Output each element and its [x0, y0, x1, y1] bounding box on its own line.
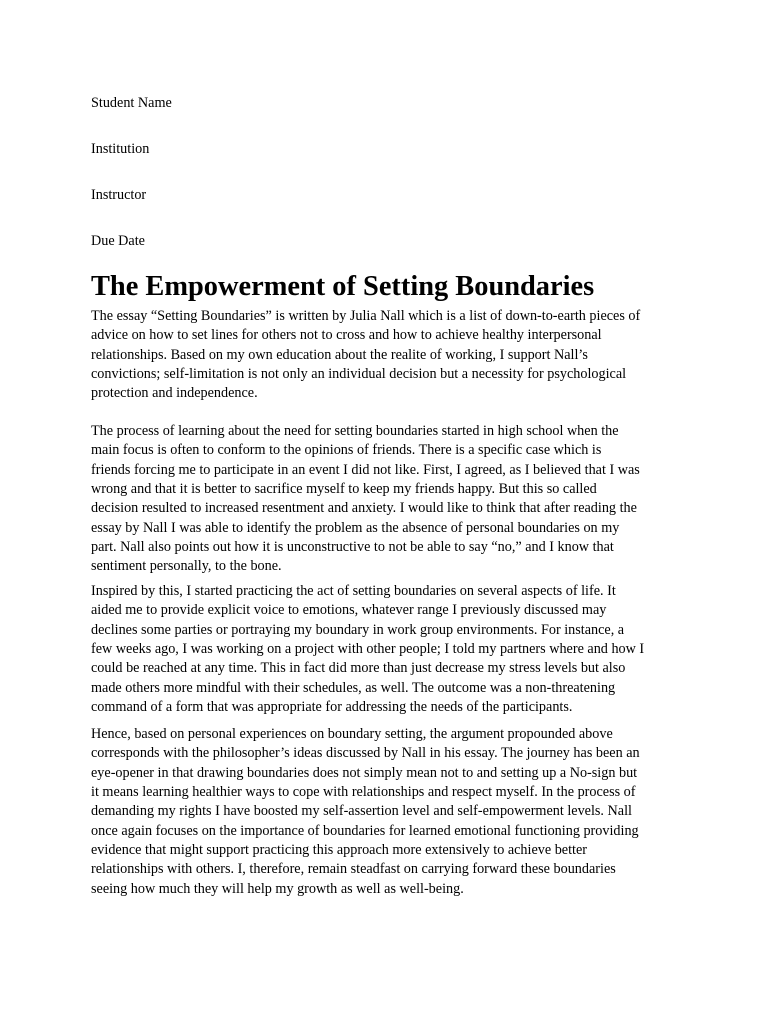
student-name-line: Student Name [91, 95, 172, 111]
paragraph-line: essay by Nall I was able to identify the problem as the absence of personal boundaries on my [91, 519, 620, 536]
paragraph-line: relationships with others. I, therefore, remain steadfast on carrying forward these boundaries [91, 861, 616, 878]
paragraph-line: once again focuses on the importance of boundaries for learned emotional functioning providing [91, 822, 639, 839]
paragraph-line: relationships. Based on my own education about the realite of working, I support Nall’s [91, 346, 588, 363]
paragraph-2 [91, 422, 691, 577]
paragraph-line: wrong and that it is better to sacrifice myself to keep my friends happy. But this so called [91, 481, 597, 498]
due-date-line: Due Date [91, 233, 145, 249]
paragraph-line: Inspired by this, I started practicing the act of setting boundaries on several aspects of life. It [91, 583, 616, 599]
paragraph-line: aided me to provide explicit voice to emotions, whatever range I previously discussed may [91, 602, 607, 619]
paragraph-line: made others more mindful with their schedules, as well. The outcome was a non-threatening [91, 679, 616, 696]
paragraph-line: decision resulted to increased resentment and anxiety. I would like to think that after reading the [91, 500, 637, 517]
paragraph-line: seeing how much they will help my growth as well as well-being. [91, 880, 464, 897]
paragraph-line: The process of learning about the need for setting boundaries started in high school when the [91, 423, 619, 439]
instructor-line: Instructor [91, 187, 147, 203]
paragraph-line: main focus is often to conform to the opinions of friends. There is a specific case which is [91, 442, 602, 459]
paragraph-line: sentiment personally, to the bone. [91, 558, 282, 575]
paragraph-line: command of a form that was appropriate for addressing the needs of the participants. [91, 699, 573, 716]
paragraph-line: few weeks ago, I was working on a project with other people; I told my partners where and how I [91, 641, 645, 658]
paragraph-line: Hence, based on personal experiences on boundary setting, the argument propounded above [91, 726, 613, 742]
paragraph-line: demanding my rights I have boosted my self-assertion level and self-empowerment levels. Nall [91, 803, 632, 820]
paragraph-line: evidence that might support practicing this approach more extensively to achieve better [91, 842, 587, 859]
paragraph-line: protection and independence. [91, 385, 258, 402]
paragraph-line: eye-opener in that drawing boundaries does not simply mean not to and setting up a No-sign but [91, 764, 638, 781]
paragraph-3 [91, 582, 691, 717]
paragraph-line: corresponds with the philosopher’s ideas discussed by Nall in his essay. The journey has been an [91, 745, 640, 762]
paragraph-line: declines some parties or portraying my boundary in work group environments. For instance, a [91, 621, 625, 638]
institution-line: Institution [91, 141, 150, 157]
paragraph-1 [91, 307, 691, 404]
paragraph-line: could be reached at any time. This in fact did more than just decrease my stress levels but also [91, 660, 626, 677]
paragraph-line: it means learning healthier ways to cope with relationships and respect myself. In the process of [91, 784, 636, 801]
paragraph-line: The essay “Setting Boundaries” is written by Julia Nall which is a list of down-to-earth pieces of [91, 308, 641, 324]
paragraph-line: advice on how to set lines for others not to cross and how to achieve healthy interpersonal [91, 327, 602, 344]
paragraph-line: convictions; self-limitation is not only an individual decision but a necessity for psychological [91, 366, 627, 383]
paragraph-4 [91, 725, 691, 899]
paragraph-line: part. Nall also points out how it is unconstructive to not be able to say “no,” and I know that [91, 539, 614, 556]
essay-title: The Empowerment of Setting Boundaries [91, 271, 595, 302]
paragraph-line: friends forcing me to participate in an event I did not like. First, I agreed, as I believed that I was [91, 461, 640, 478]
